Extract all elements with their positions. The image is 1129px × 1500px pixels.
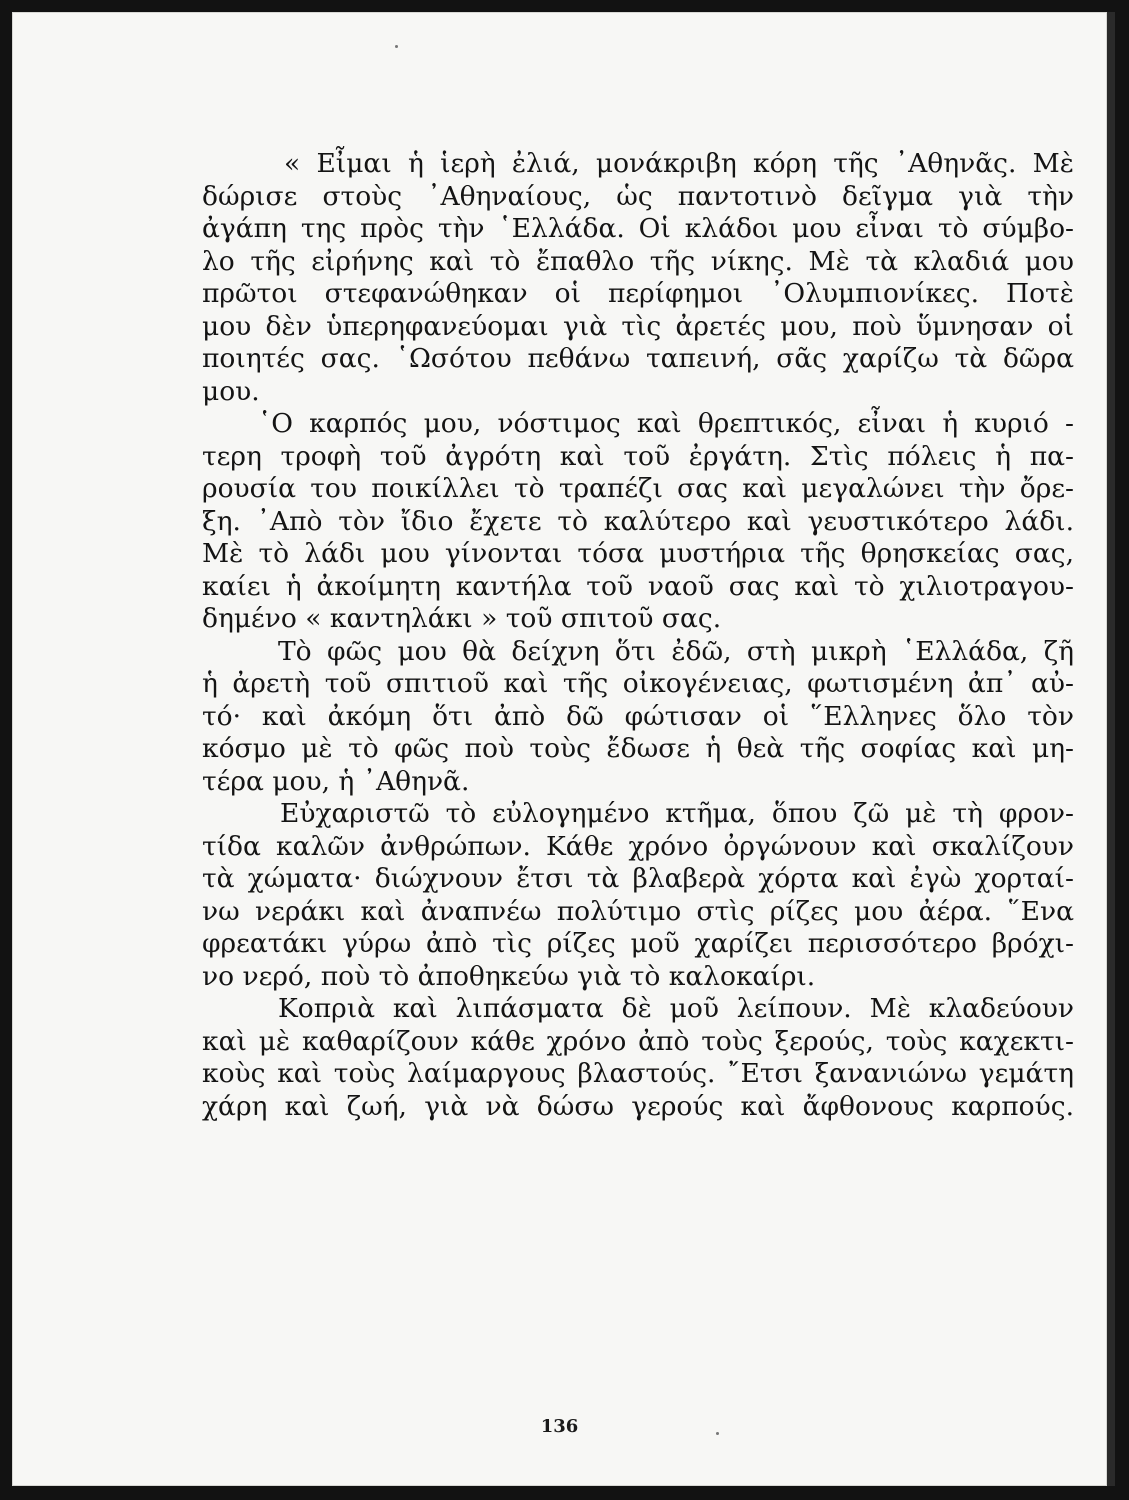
text-line: μου δὲν ὑπερηφανεύομαι γιὰ τὶς ἀρετές μου, ποὺ ὕμνησαν οἱ — [202, 310, 1074, 342]
text-line: τέρα μου, ἡ ᾿Αθηνᾶ. — [202, 765, 470, 797]
dust-speck — [395, 45, 398, 48]
text-line: μου. — [202, 375, 260, 407]
text-line: δώρισε στοὺς ᾿Αθηναίους, ὡς παντοτινὸ δεῖγμα γιὰ τὴν — [202, 180, 1074, 212]
text-line: πρῶτοι στεφανώθηκαν οἱ περίφημοι ᾿Ολυμπιονίκες. Ποτὲ — [202, 278, 1074, 309]
text-line: τὰ χώματα· διώχνουν ἔτσι τὰ βλαβερὰ χόρτα καὶ ἐγὼ χορταί- — [202, 863, 1074, 894]
page-number: 136 — [540, 1416, 579, 1437]
text-line: ἀγάπη της πρὸς τὴν ῾Ελλάδα. Οἱ κλάδοι μου εἶναι τὸ σύμβο- — [202, 213, 1074, 244]
text-line: καὶ μὲ καθαρίζουν κάθε χρόνο ἀπὸ τοὺς ξερούς, τοὺς καχεκτι- — [202, 1025, 1074, 1057]
text-line: ξη. ᾿Απὸ τὸν ἴδιο ἔχετε τὸ καλύτερο καὶ γευστικότερο λάδι. — [202, 505, 1074, 537]
text-line: κοὺς καὶ τοὺς λαίμαργους βλαστούς. ῎Ετσι ξανανιώνω γεμάτη — [202, 1058, 1074, 1089]
text-line: Εὐχαριστῶ τὸ εὐλογημένο κτῆμα, ὅπου ζῶ μὲ τὴ φρον- — [280, 798, 1074, 829]
text-line: Μὲ τὸ λάδι μου γίνονται τόσα μυστήρια τῆς θρησκείας σας, — [202, 538, 1074, 569]
body-text — [202, 148, 1074, 1123]
text-line: λο τῆς εἰρήνης καὶ τὸ ἔπαθλο τῆς νίκης. Μὲ τὰ κλαδιά μου — [202, 245, 1074, 277]
text-line: φρεατάκι γύρω ἀπὸ τὶς ρίζες μοῦ χαρίζει περισσότερο βρόχι- — [202, 928, 1074, 959]
text-line: Τὸ φῶς μου θὰ δείχνη ὅτι ἐδῶ, στὴ μικρὴ ῾Ελλάδα, ζῆ — [278, 635, 1074, 667]
book-page — [12, 12, 1107, 1486]
text-line: νω νεράκι καὶ ἀναπνέω πολύτιμο στὶς ρίζες μου ἀέρα. ῞Ενα — [202, 895, 1074, 927]
text-line: ρουσία του ποικίλλει τὸ τραπέζι σας καὶ μεγαλώνει τὴν ὄρε- — [202, 473, 1074, 504]
text-line: ἡ ἀρετὴ τοῦ σπιτιοῦ καὶ τῆς οἰκογένειας, φωτισμένη ἀπ᾿ αὐ- — [202, 668, 1074, 699]
text-line: δημένο « καντηλάκι » τοῦ σπιτοῦ σας. — [202, 603, 722, 634]
text-line: καίει ἡ ἀκοίμητη καντήλα τοῦ ναοῦ σας καὶ τὸ χιλιοτραγου- — [202, 570, 1074, 602]
page-edge — [1107, 12, 1115, 1486]
text-line: τό· καὶ ἀκόμη ὅτι ἀπὸ δῶ φώτισαν οἱ ῞Ελληνες ὅλο τὸν — [202, 700, 1074, 732]
text-line: « Εἶμαι ἡ ἱερὴ ἐλιά, μονάκριβη κόρη τῆς ᾿Αθηνᾶς. Μὲ — [284, 148, 1074, 179]
text-line: Κοπριὰ καὶ λιπάσματα δὲ μοῦ λείπουν. Μὲ κλαδεύουν — [278, 993, 1074, 1024]
text-line: νο νερό, ποὺ τὸ ἀποθηκεύω γιὰ τὸ καλοκαίρι. — [202, 960, 816, 992]
text-line: ῾Ο καρπός μου, νόστιμος καὶ θρεπτικός, εἶναι ἡ κυριό - — [258, 408, 1074, 439]
text-line: κόσμο μὲ τὸ φῶς ποὺ τοὺς ἔδωσε ἡ θεὰ τῆς σοφίας καὶ μη- — [202, 733, 1074, 764]
text-line: τίδα καλῶν ἀνθρώπων. Κάθε χρόνο ὀργώνουν καὶ σκαλίζουν — [202, 830, 1074, 862]
text-line: ποιητές σας. ῾Ωσότου πεθάνω ταπεινή, σᾶς χαρίζω τὰ δῶρα — [202, 343, 1074, 374]
text-line: χάρη καὶ ζωή, γιὰ νὰ δώσω γερούς καὶ ἄφθονους καρπούς. — [202, 1090, 1074, 1122]
text-line: τερη τροφὴ τοῦ ἀγρότη καὶ τοῦ ἐργάτη. Στὶς πόλεις ἡ πα- — [202, 440, 1074, 472]
